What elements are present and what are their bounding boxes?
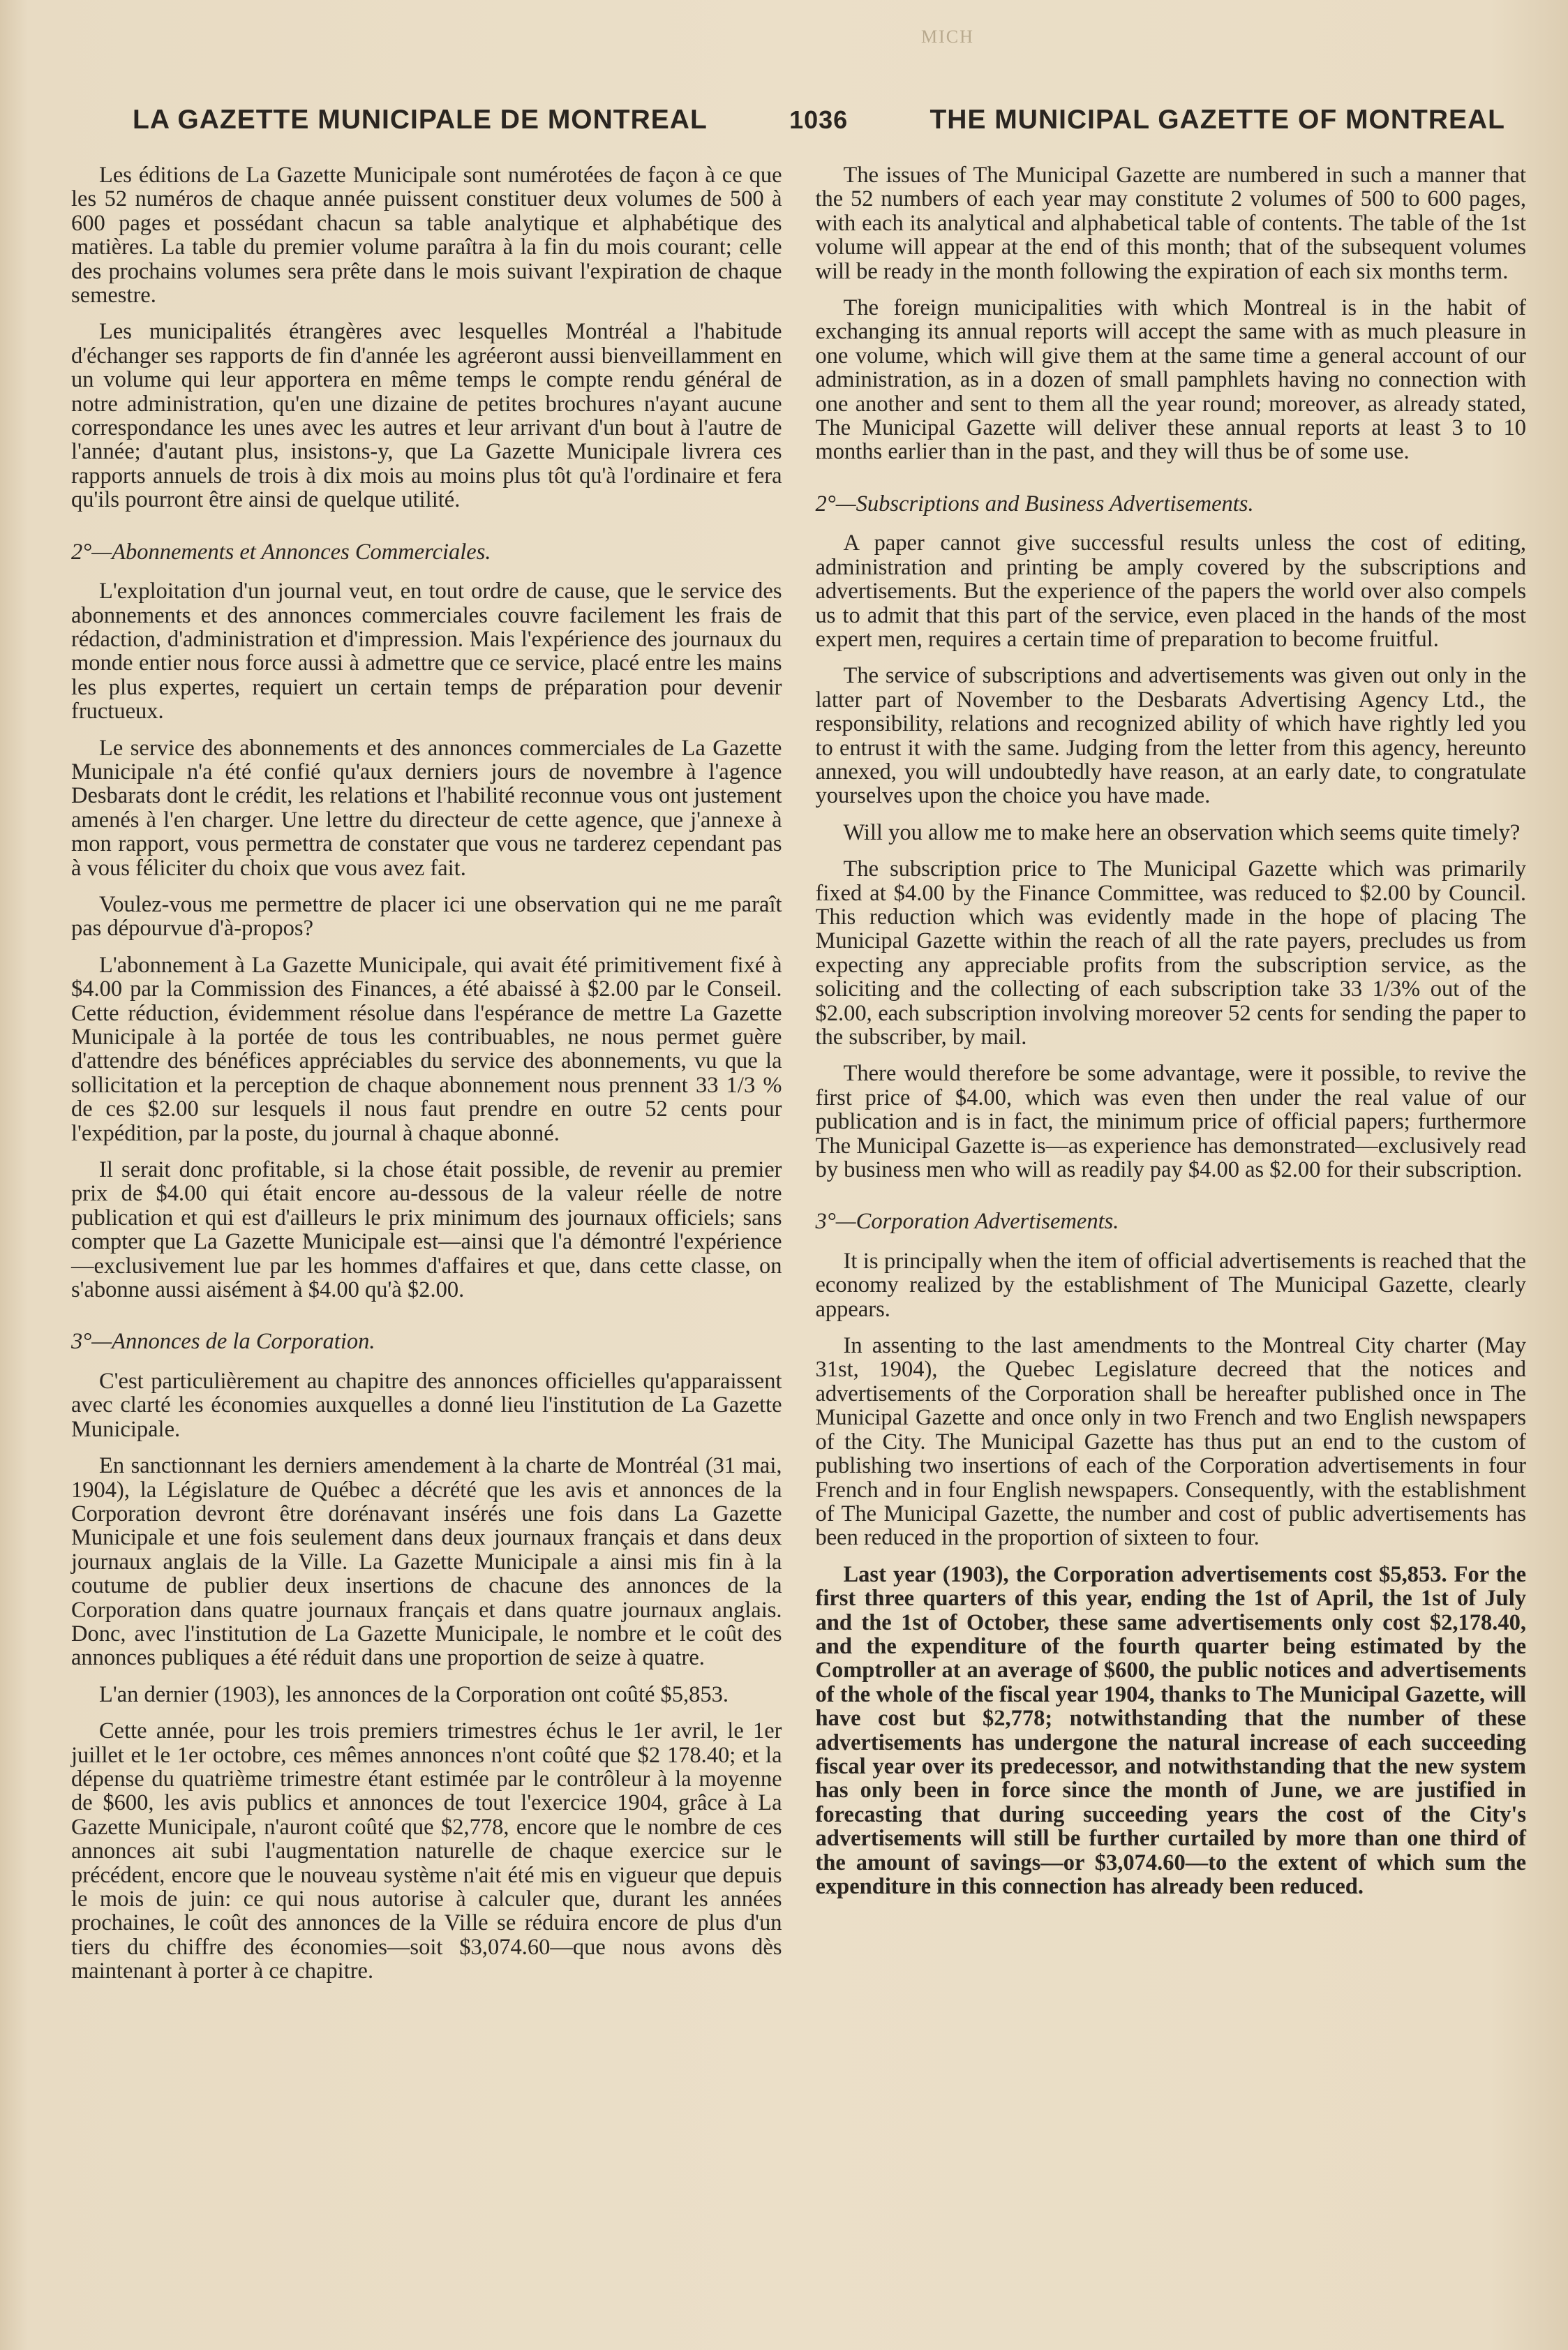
french-paragraph: L'exploitation d'un journal veut, en tout ordre de cause, que le service des abonnements et des annonces commerciales couvre facilement les frais de rédaction, d'administration et d'impression. Mais l'expérience des journaux du monde entier nous force aussi à admettre que ce service, placé entre les mains les plus expertes, requiert un certain temps de préparation pour devenir fructueux.	[71, 579, 782, 724]
french-column	[63, 163, 782, 1996]
english-paragraph: The subscription price to The Municipal Gazette which was primarily fixed at $4.00 by the Finance Committee, was reduced to $2.00 by Council. This reduction which was evidently made in the hope of placing The Municipal Gazette within the reach of all the rate payers, precludes us from expecting any appreciable profits from the subscription service, as the soliciting and the collecting of each subscription take 33 1/3% out of the $2.00, each subscription involving moreover 52 cents for sending the paper to the subscriber, by mail.	[815, 856, 1526, 1050]
english-paragraph: The foreign municipalities with which Montreal is in the habit of exchanging its annual reports will accept the same with as much pleasure in one volume, which will give them at the same time a general account of our administration, as in a dozen of small pamphlets having no connection with one another and sent to them all the year round; moreover, as already stated, The Municipal Gazette will deliver these annual reports at least 3 to 10 months earlier than in the past, and they will thus be of some use.	[815, 295, 1526, 465]
english-column	[816, 163, 1527, 1996]
english-paragraph: A paper cannot give successful results unless the cost of editing, administration and printing be amply covered by the subscriptions and advertisements. But the experience of the papers the world over also compels us to admit that this part of the service, even placed in the hands of the most expert men, requires a certain time of preparation to become fruitful.	[815, 530, 1526, 652]
english-section-heading: 3°—Corporation Advertisements.	[815, 1209, 1119, 1235]
english-paragraph: There would therefore be some advantage, were it possible, to revive the first price of $4.00, which was even then under the real value of our publication and is in fact, the minimum price of official papers; furthermore The Municipal Gazette is—as experience has demonstrated—exclusively read by business men who will as readily pay $4.00 as $2.00 for their subscription.	[815, 1061, 1526, 1183]
english-paragraph: It is principally when the item of official advertisements is reached that the economy realized by the establishment of The Municipal Gazette, clearly appears.	[815, 1248, 1526, 1322]
french-paragraph: Les municipalités étrangères avec lesquelles Montréal a l'habitude d'échanger ses rapports de fin d'année les agréeront aussi bienveillamment en un volume qui leur apportera en même temps le compte rendu général de notre administration, qu'en une dizaine de petites brochures n'ayant aucune correspondance les unes avec les autres et leur arrivant d'un bout à l'autre de l'année; d'autant plus, insistons-y, que La Gazette Municipale livrera ces rapports annuels de trois à dix mois au moins plus tôt qu'à l'ordinaire et fera qu'ils pourront être ainsi de quelque utilité.	[71, 319, 782, 513]
french-paragraph: Le service des abonnements et des annonces commerciales de La Gazette Municipale n'a été confié qu'aux derniers jours de novembre à l'agence Desbarats dont le crédit, les relations et l'habilité reconnue vous ont justement amenés à l'en charger. Une lettre du directeur de cette agence, que j'annexe à mon rapport, vous permettra de constater que vous ne tarderez cependant pas à vous féliciter du choix que vous avez fait.	[71, 735, 782, 881]
english-paragraph: In assenting to the last amendments to the Montreal City charter (May 31st, 1904), the Quebec Legislature decreed that the notices and advertisements of the Corporation shall be hereafter published once in The Municipal Gazette and once only in two French and two English newspapers of the City. The Municipal Gazette has thus put an end to the custom of publishing two insertions of each of the Corporation advertisements in four French and in four English newspapers. Consequently, with the establishment of The Municipal Gazette, the number and cost of public advertisements has been reduced in the proportion of sixteen to four.	[815, 1333, 1526, 1551]
english-paragraph: The service of subscriptions and advertisements was given out only in the latter part of November to the Desbarats Advertising Agency Ltd., the responsibility, relations and recognized ability of which have rightly led you to entrust it with the same. Judging from the letter from this agency, hereunto annexed, you will undoubtedly have reason, at an early date, to congratulate yourselves upon the choice you have made.	[815, 663, 1526, 809]
french-section-heading: 2°—Abonnements et Annonces Commerciales.	[71, 539, 491, 565]
french-section-heading: 3°—Annonces de la Corporation.	[71, 1329, 375, 1355]
english-paragraph: The issues of The Municipal Gazette are numbered in such a manner that the 52 numbers of each year may constitute 2 volumes of 500 to 600 pages, with each its analytical and alphabetical table of contents. The table of the 1st volume will appear at the end of this month; that of the subsequent volumes will be ready in the month following the expiration of each six months term.	[815, 163, 1526, 284]
english-paragraph: Will you allow me to make here an observation which seems quite timely?	[843, 819, 1521, 845]
two-column-body	[63, 163, 1526, 1996]
page-number: 1036	[789, 105, 849, 134]
french-paragraph: Il serait donc profitable, si la chose était possible, de revenir au premier prix de $4.00 qui était encore au-dessous de la valeur réelle de notre publication et qui est d'ailleurs le prix minimum des journaux officiels; sans compter que La Gazette Municipale est—ainsi que l'a démontré l'expérience—exclusivement lue par les hommes d'affaires et que, dans cette classe, on s'abonne aussi aisément à $4.00 qu'à $2.00.	[71, 1157, 782, 1303]
running-header	[63, 105, 1526, 135]
french-paragraph: Cette année, pour les trois premiers trimestres échus le 1er avril, le 1er juillet et le 1er octobre, ces mêmes annonces n'ont coûté que $2 178.40; et la dépense du quatrième trimestre étant estimée par le contrôleur à la moyenne de $600, les avis publics et annonces de tout l'exercice 1904, grâce à La Gazette Municipale, n'auront coûté que $2,778, encore que le nombre de ces annonces ait subi l'augmentation naturelle de chaque exercice sur le précédent, encore que le nouveau système n'ait été mis en vigueur que depuis le mois de juin: ce qui nous autorise à calculer que, durant les années prochaines, le coût des annonces de la Ville se réduira encore de plus d'un tiers du chiffre des économies—soit $3,074.60—que nous avons dès maintenant à porter à ce chapitre.	[71, 1718, 782, 1984]
header-english-title: THE MUNICIPAL GAZETTE OF MONTREAL	[929, 105, 1505, 135]
english-section-heading: 2°—Subscriptions and Business Advertisements.	[815, 491, 1254, 516]
french-paragraph: Voulez-vous me permettre de placer ici une observation qui ne me paraît pas dépourvue d'à-propos?	[71, 891, 782, 942]
french-paragraph: L'abonnement à La Gazette Municipale, qui avait été primitivement fixé à $4.00 par la Commission des Finances, a été abaissé à $2.00 par le Conseil. Cette réduction, évidemment résolue dans l'espérance de mettre La Gazette Municipale à la portée de tous les contribuables, ne nous permet guère d'attendre des bénéfices appréciables du service des abonnements, vu que la sollicitation et la perception de chaque abonnement nous prennent 33 1/3 % de ces $2.00 sur lesquels il nous faut prendre en outre 52 cents pour l'expédition, par la poste, du journal à chaque abonné.	[71, 952, 782, 1146]
french-paragraph: C'est particulièrement au chapitre des annonces officielles qu'apparaissent avec clarté les économies auxquelles a donné lieu l'institution de La Gazette Municipale.	[71, 1368, 782, 1442]
french-paragraph: Les éditions de La Gazette Municipale sont numérotées de façon à ce que les 52 numéros de chaque année puissent constituer deux volumes de 500 à 600 pages et possédant chacun sa table analytique et alphabétique des matières. La table du premier volume paraîtra à la fin du mois courant; celle des prochains volumes sera prête dans le mois suivant l'expiration de chaque semestre.	[71, 163, 782, 308]
french-paragraph: En sanctionnant les derniers amendement à la charte de Montréal (31 mai, 1904), la Législature de Québec a décrété que les avis et annonces de la Corporation devront être dorénavant insérés une fois dans La Gazette Municipale et une fois seulement dans deux journaux français et dans deux journaux anglais de la Ville. La Gazette Municipale a ainsi mis fin à la coutume de publier deux insertions de chacune des annonces de la Corporation dans quatre journaux français et dans quatre journaux anglais. Donc, avec l'institution de La Gazette Municipale, le nombre et le coût des annonces publiques a été réduit dans une proportion de seize à quatre.	[71, 1453, 782, 1671]
english-paragraph: Last year (1903), the Corporation advertisements cost $5,853. For the first three quarters of this year, ending the 1st of April, the 1st of July and the 1st of October, these same advertisements only cost $2,178.40, and the expenditure of the fourth quarter being estimated by the Comptroller at an average of $600, the public notices and advertisements of the whole of the fiscal year 1904, thanks to The Municipal Gazette, will have cost but $2,778; notwithstanding that the number of these advertisements has undergone the natural increase of each succeeding fiscal year over its predecessor, and notwithstanding that the new system has only been in force since the month of June, we are justified in forecasting that during succeeding years the cost of the City's advertisements will still be further curtailed by more than one third of the amount of savings—or $3,074.60—to the extent of which sum the expenditure in this connection has already been reduced.	[815, 1561, 1526, 1899]
header-french-title: LA GAZETTE MUNICIPALE DE MONTREAL	[133, 105, 708, 135]
library-stamp: MICH	[921, 27, 974, 47]
french-paragraph: L'an dernier (1903), les annonces de la Corporation ont coûté $5,853.	[99, 1681, 729, 1707]
